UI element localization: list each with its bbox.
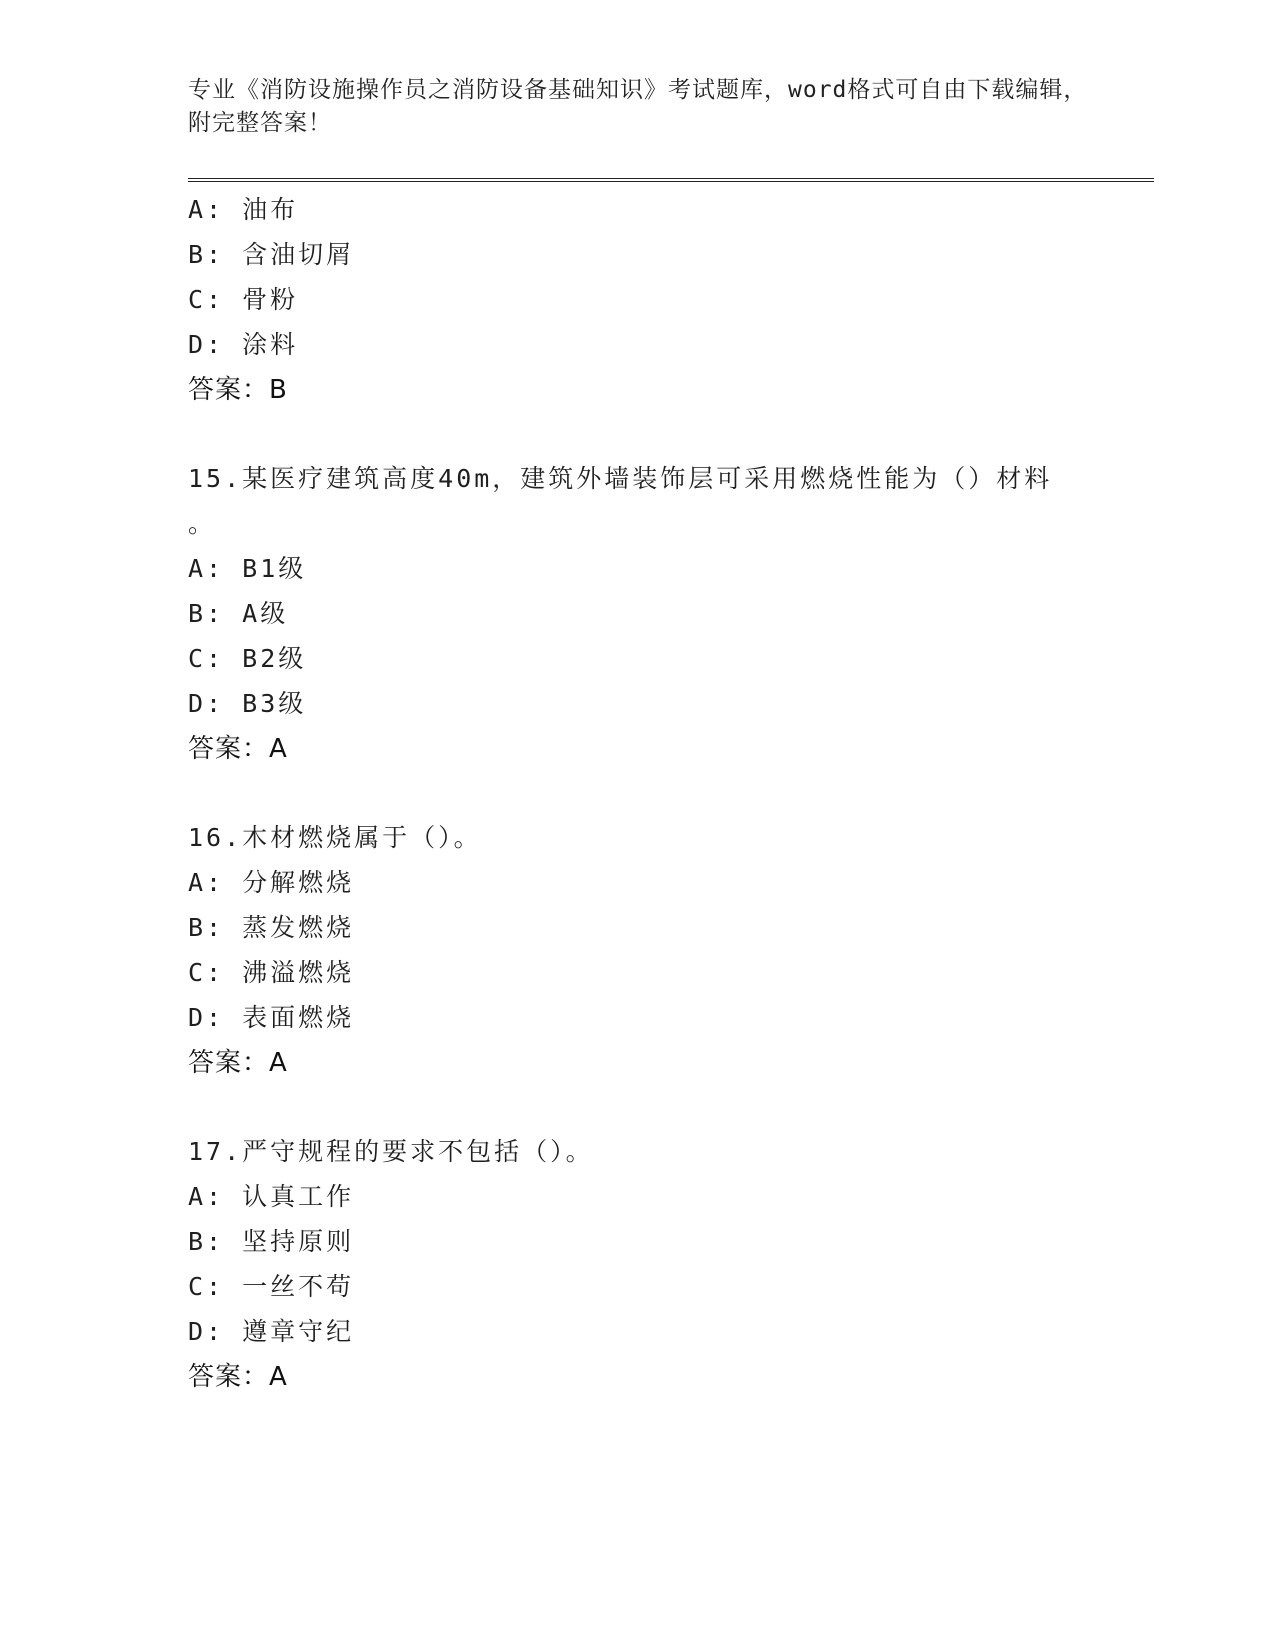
q16-answer: 答案：A: [188, 1048, 288, 1078]
q17-question-line1: 17.严守规程的要求不包括（）。: [188, 1137, 594, 1166]
q17-option-c: C: 一丝不苟: [188, 1272, 355, 1301]
q14-option-c: C: 骨粉: [188, 285, 299, 314]
q14-option-b: B: 含油切屑: [188, 240, 355, 269]
q15-option-a: A: B1级: [188, 554, 307, 583]
q16-option-b: B: 蒸发燃烧: [188, 913, 355, 942]
document-header-text: 专业《消防设施操作员之消防设备基础知识》考试题库，word格式可自由下载编辑，附完整答案！: [188, 77, 1088, 136]
q15-answer: 答案：A: [188, 734, 288, 764]
q15-option-b: B: A级: [188, 599, 289, 628]
q17-option-d: D: 遵章守纪: [188, 1317, 355, 1346]
q16-question-line1: 16.木材燃烧属于（）。: [188, 823, 482, 852]
q17-answer: 答案：A: [188, 1362, 288, 1392]
q14-option-a: A: 油布: [188, 195, 299, 224]
q16-option-d: D: 表面燃烧: [188, 1003, 355, 1032]
q16-option-a: A: 分解燃烧: [188, 868, 355, 897]
q17-option-a: A: 认真工作: [188, 1182, 355, 1211]
q14-answer: 答案：B: [188, 375, 288, 405]
q15-option-d: D: B3级: [188, 689, 307, 718]
q15-option-c: C: B2级: [188, 644, 307, 673]
q15-question-line2: 。: [188, 509, 217, 538]
header-double-rule: [188, 178, 1154, 182]
q16-option-c: C: 沸溢燃烧: [188, 958, 355, 987]
q17-option-b: B: 坚持原则: [188, 1227, 355, 1256]
q15-question-line1: 15.某医疗建筑高度40m，建筑外墙装饰层可采用燃烧性能为（）材料: [188, 464, 1053, 493]
q14-option-d: D: 涂料: [188, 330, 299, 359]
